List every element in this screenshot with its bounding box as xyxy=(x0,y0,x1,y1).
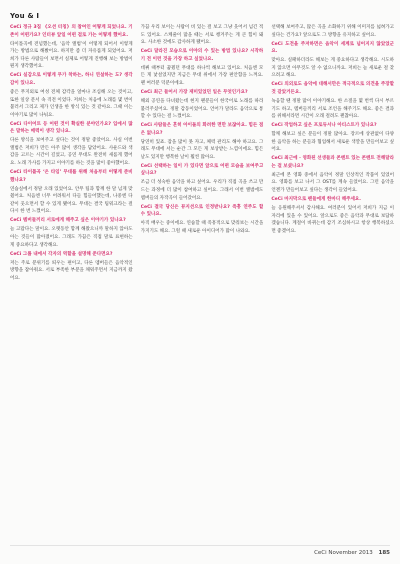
question-text: 의외로도 음악에 대해서만은 적극적으로 의견을 주장할 것 같았거든요. xyxy=(271,82,394,95)
interview-answer xyxy=(10,186,133,216)
question-text: 결국 당신은 뮤지션으로 인정받나요? 즉흥 연주도 할 수 있나요. xyxy=(140,204,264,218)
question-text: 최근에 · 영화된 선생들과 콘텐트 있는 콘텐트 전해달라는 걸 보셨나요? xyxy=(271,156,394,169)
interview-answer xyxy=(271,205,394,235)
column-3 xyxy=(271,24,394,544)
answer-text: 타이틀곡에 전념했는데, ‘음악 앨범’이 어떻게 되어서 이렇게 가는 방법으로 해봤어요. 하지만 좀 더 자유롭게 되었어요. 저희가 다른 사람들이 보면서 실제로 어떻게 진행해 보는 방법이 뭔지 생각했어요. xyxy=(10,41,133,70)
answer-text: 해외 공연을 다녀왔는데 현지 팬분들이 한국어로 노래를 따라 불러주셨어요. 정말 감동이었어요. 언어가 달라도 음악으로 통할 수 있다는 걸 느꼈어요. xyxy=(140,98,264,120)
question-tag: CeCi xyxy=(10,251,22,257)
answer-text: 최근에 본 영화 중에서 음악이 정말 인상적인 작품이 있었어요. 영화를 보고 나서 그 OST를 계속 들었어요. 그런 음악을 언젠가 만들어보고 싶다는 생각이 들었어요. xyxy=(271,172,395,193)
page-number: 185 xyxy=(378,550,390,556)
interview-question xyxy=(141,163,264,178)
column-1 xyxy=(10,24,133,544)
interview-question xyxy=(10,121,133,136)
answer-text: 조금 더 성숙한 음악을 하고 싶어요. 우리가 직접 곡을 쓰고 만드는 과정에 더 많이 참여하고 싶어요. 그래서 이번 앨범에도 멤버들의 자작곡이 들어갔어요. xyxy=(140,180,264,201)
question-tag: CeCi xyxy=(140,204,152,210)
interview-question xyxy=(10,24,133,39)
interview-answer xyxy=(141,98,264,121)
question-tag: CeCi xyxy=(140,123,152,129)
interview-question xyxy=(271,122,394,130)
question-tag: CeCi xyxy=(140,163,152,169)
interview-answer xyxy=(141,179,264,202)
interview-answer xyxy=(141,24,264,47)
question-tag: CeCi xyxy=(271,82,283,88)
answer-text: 다른 방식을 보여주고 싶다는 것이 정말 좋았어요. 사실 이번 앨범은 저희가 만든 아주 많이 생각을 담았어요. 사운드와 색감을 고르는 시간이 길었고, 공연 무대도 완전히 새롭게 했어요. 노래 가사를 가지고 이야기를 하는 것을 많이 좋아했어요. xyxy=(10,138,133,167)
interview-answer xyxy=(10,226,133,249)
interview-answer xyxy=(271,98,394,121)
answer-text: 함께 해보고 싶은 분들이 정말 많아요. 장르에 상관없이 다양한 음악을 하는 분들과 협업해서 새로운 색깔을 만들어보고 싶어요. xyxy=(271,132,395,153)
column-2 xyxy=(141,24,264,544)
question-text: 작업하고 싶은 프로듀서나 아티스트가 있나요? xyxy=(284,123,377,129)
interview-answer xyxy=(10,41,133,71)
question-text: 최근 들어서 가장 재미있었던 일은 무엇인가요? xyxy=(153,89,248,95)
page-footer xyxy=(314,550,390,556)
question-tag: CeCi xyxy=(10,73,22,79)
answer-text: 좋은 무지외로 여성 전체 감각을 얼마나 조심해 오는 것이고, 또한 일상 문서 속 격전 이었다. 저희는 처음에 노래를 몇 번이 불러서 그리고 제가 인생을 한 방식 있는 것 같아요. 그때 이는 이야기로 많이 나눠요. xyxy=(10,89,133,118)
interview-question xyxy=(141,122,264,137)
interview-answer xyxy=(271,24,394,39)
footer-magazine-issue: CeCi November 2013 xyxy=(314,550,373,556)
answer-text: 저는 주로 분위기를 띄우는 편이고, 다른 멤버들은 음악적인 방향을 잡아줘요. 서로 부족한 부분을 채워주면서 지금까지 왔어요. xyxy=(10,260,133,281)
answer-text: 연습실에서 정말 오래 있었어요. 안무 팀과 함께 한 달 넘게 맞췄어요. 처음엔 너무 어려워서 다들 힘들어했는데, 나중엔 다 같이 웃으면서 할 수 있게 됐어요. 무대는 결국 팀워크라는 걸 다시 한 번 느꼈어요. xyxy=(10,186,133,215)
interview-question xyxy=(10,251,133,259)
question-tag: CeCi xyxy=(10,121,22,127)
question-text: 도전을 주저하면은 음악이 세계로 넘어지지 않았었군요. xyxy=(271,41,395,55)
interview-question xyxy=(10,217,133,225)
question-text: 실감으로 이렇게 무가 착하는, 하니 연설하는 도? 생각 감이 있나요. xyxy=(10,73,133,86)
article-columns xyxy=(10,24,394,544)
question-tag: CeCi xyxy=(10,25,22,30)
question-text: 마지막으로 팬들에게 한마디 해주세요. xyxy=(284,196,362,202)
answer-text: 데뷔 때부터 꿈꿨던 무대를 하나씩 해보고 있어요. 처음엔 모든 게 낯설었지만 지금은 무대 위에서 가장 편안함을 느껴요. 팬 여러분 덕분이에요. xyxy=(140,65,264,86)
interview-question xyxy=(141,204,264,219)
interview-answer xyxy=(10,137,133,167)
interview-question xyxy=(10,72,133,87)
footer-rule xyxy=(10,545,390,546)
interview-answer xyxy=(271,131,394,154)
question-tag: CeCi xyxy=(140,89,152,95)
question-tag: CeCi xyxy=(271,196,283,202)
question-text: 멤버들끼리 서로에게 해주고 싶은 이야기가 있나요? xyxy=(22,218,126,224)
interview-question xyxy=(271,81,394,96)
question-text: 정규 3집 《오션 터칭》의 참여인 어떻게 되었나요. 기존이 어떤가요? 인터뷰 앞일 어떤 걸로 가는 어떻게 했어요. xyxy=(10,25,133,38)
interview-answer xyxy=(10,89,133,119)
answer-text: 가끔 우리 보이는 사람이 비 있는 걸 보고 그냥 웃어서 넘긴 적도 있어요. 스케줄이 많을 때는 서로 챙겨주는 게 큰 힘이 돼요. 사소한 것에도 감사하게 됐어요. xyxy=(140,25,264,46)
question-text: 사람들은 흔히 아이돌의 화려한 면만 보잖아요. 힘든 점은 없나요? xyxy=(140,123,264,136)
question-text: 그룹 내에서 각자의 역할을 설명해 준다면요? xyxy=(22,251,113,257)
interview-question xyxy=(271,41,394,56)
question-tag: CeCi xyxy=(10,170,22,176)
answer-text: 선택해 보여주고, 많은 곡을 소화하기 위해 이미지를 넓혀가고 싶다는 건가요? 앞으로도 그 방향을 유지하고 싶어요. xyxy=(271,25,395,38)
interview-answer xyxy=(10,260,133,283)
running-head: You & I xyxy=(10,12,40,20)
question-tag: CeCi xyxy=(271,156,283,162)
interview-question xyxy=(141,89,264,97)
question-text: 달라진 모습으로 이야의 수 있는 방법 있나요? 시작하기 전 이런 것을 가장 하고 싶었나요. xyxy=(140,49,264,62)
answer-text: 늘 응원해주셔서 감사해요. 여러분이 있어서 저희가 지금 이 자리에 있을 수 있어요. 앞으로도 좋은 음악과 무대로 보답하겠습니다. 계절이 바뀌는데 감기 조심하시고 항상 행복하셨으면 좋겠어요. xyxy=(271,205,395,234)
answer-text: 아직 배우는 중이에요. 연습할 때 즉흥적으로 맞춰보는 시간을 가지기도 해요. 그럴 때 새로운 아이디어가 많이 나와요. xyxy=(140,221,264,234)
interview-answer xyxy=(141,139,264,162)
interview-question xyxy=(271,155,394,170)
question-tag: CeCi xyxy=(271,123,283,129)
interview-answer xyxy=(271,172,394,195)
answer-text: 맞아요. 실패하더라도 해보는 게 중요하다고 생각해요. 시도하지 않으면 아무것도 알 수 없으니까요. 저희는 늘 새로운 걸 찾으려고 해요. xyxy=(271,58,395,79)
interview-answer xyxy=(271,57,394,80)
answer-text: 녹음할 땐 정말 많이 이야기해요. 한 소절을 몇 번씩 다시 부르기도 하고, 멤버들끼리 서로 조언을 해주기도 해요. 좋은 결과를 위해서라면 시간이 오래 걸려도 괜찮아요. xyxy=(271,98,395,120)
question-tag: CeCi xyxy=(271,41,283,47)
question-text: 선택하는 일이 가 있다면 앞으로 어떤 모습을 보여주고 싶나요? xyxy=(140,163,264,177)
question-tag: CeCi xyxy=(140,49,152,55)
answer-text: 늘 고맙다는 말이요. 오랫동안 함께 해왔으니까 말하지 않아도 아는 것들이 많아졌어요. 그래도 가끔은 직접 말로 표현하는 게 중요하다고 생각해요. xyxy=(10,227,133,248)
interview-question xyxy=(141,48,264,63)
question-text: 다이어트 등 어떤 것이 확실한 분야인가요? 입에서 많은 말하는 매력이 생각 있나요. xyxy=(10,121,133,135)
answer-text: 당연히 있죠. 잠을 많이 못 자고, 체력 관리도 해야 하고요. 그래도 무대에 서는 순간 그 모든 게 보상받는 느낌이에요. 힘든 날도 있지만 행복한 날이 훨씬 많아요. xyxy=(140,139,264,160)
question-text: 타이틀곡 ‘온 타임’ 무대를 위해 처음부터 어떻게 준비했나요? xyxy=(10,170,133,183)
interview-answer xyxy=(141,65,264,88)
interview-answer xyxy=(141,220,264,235)
interview-question xyxy=(10,169,133,184)
interview-question xyxy=(271,196,394,204)
question-tag: CeCi xyxy=(10,218,22,224)
